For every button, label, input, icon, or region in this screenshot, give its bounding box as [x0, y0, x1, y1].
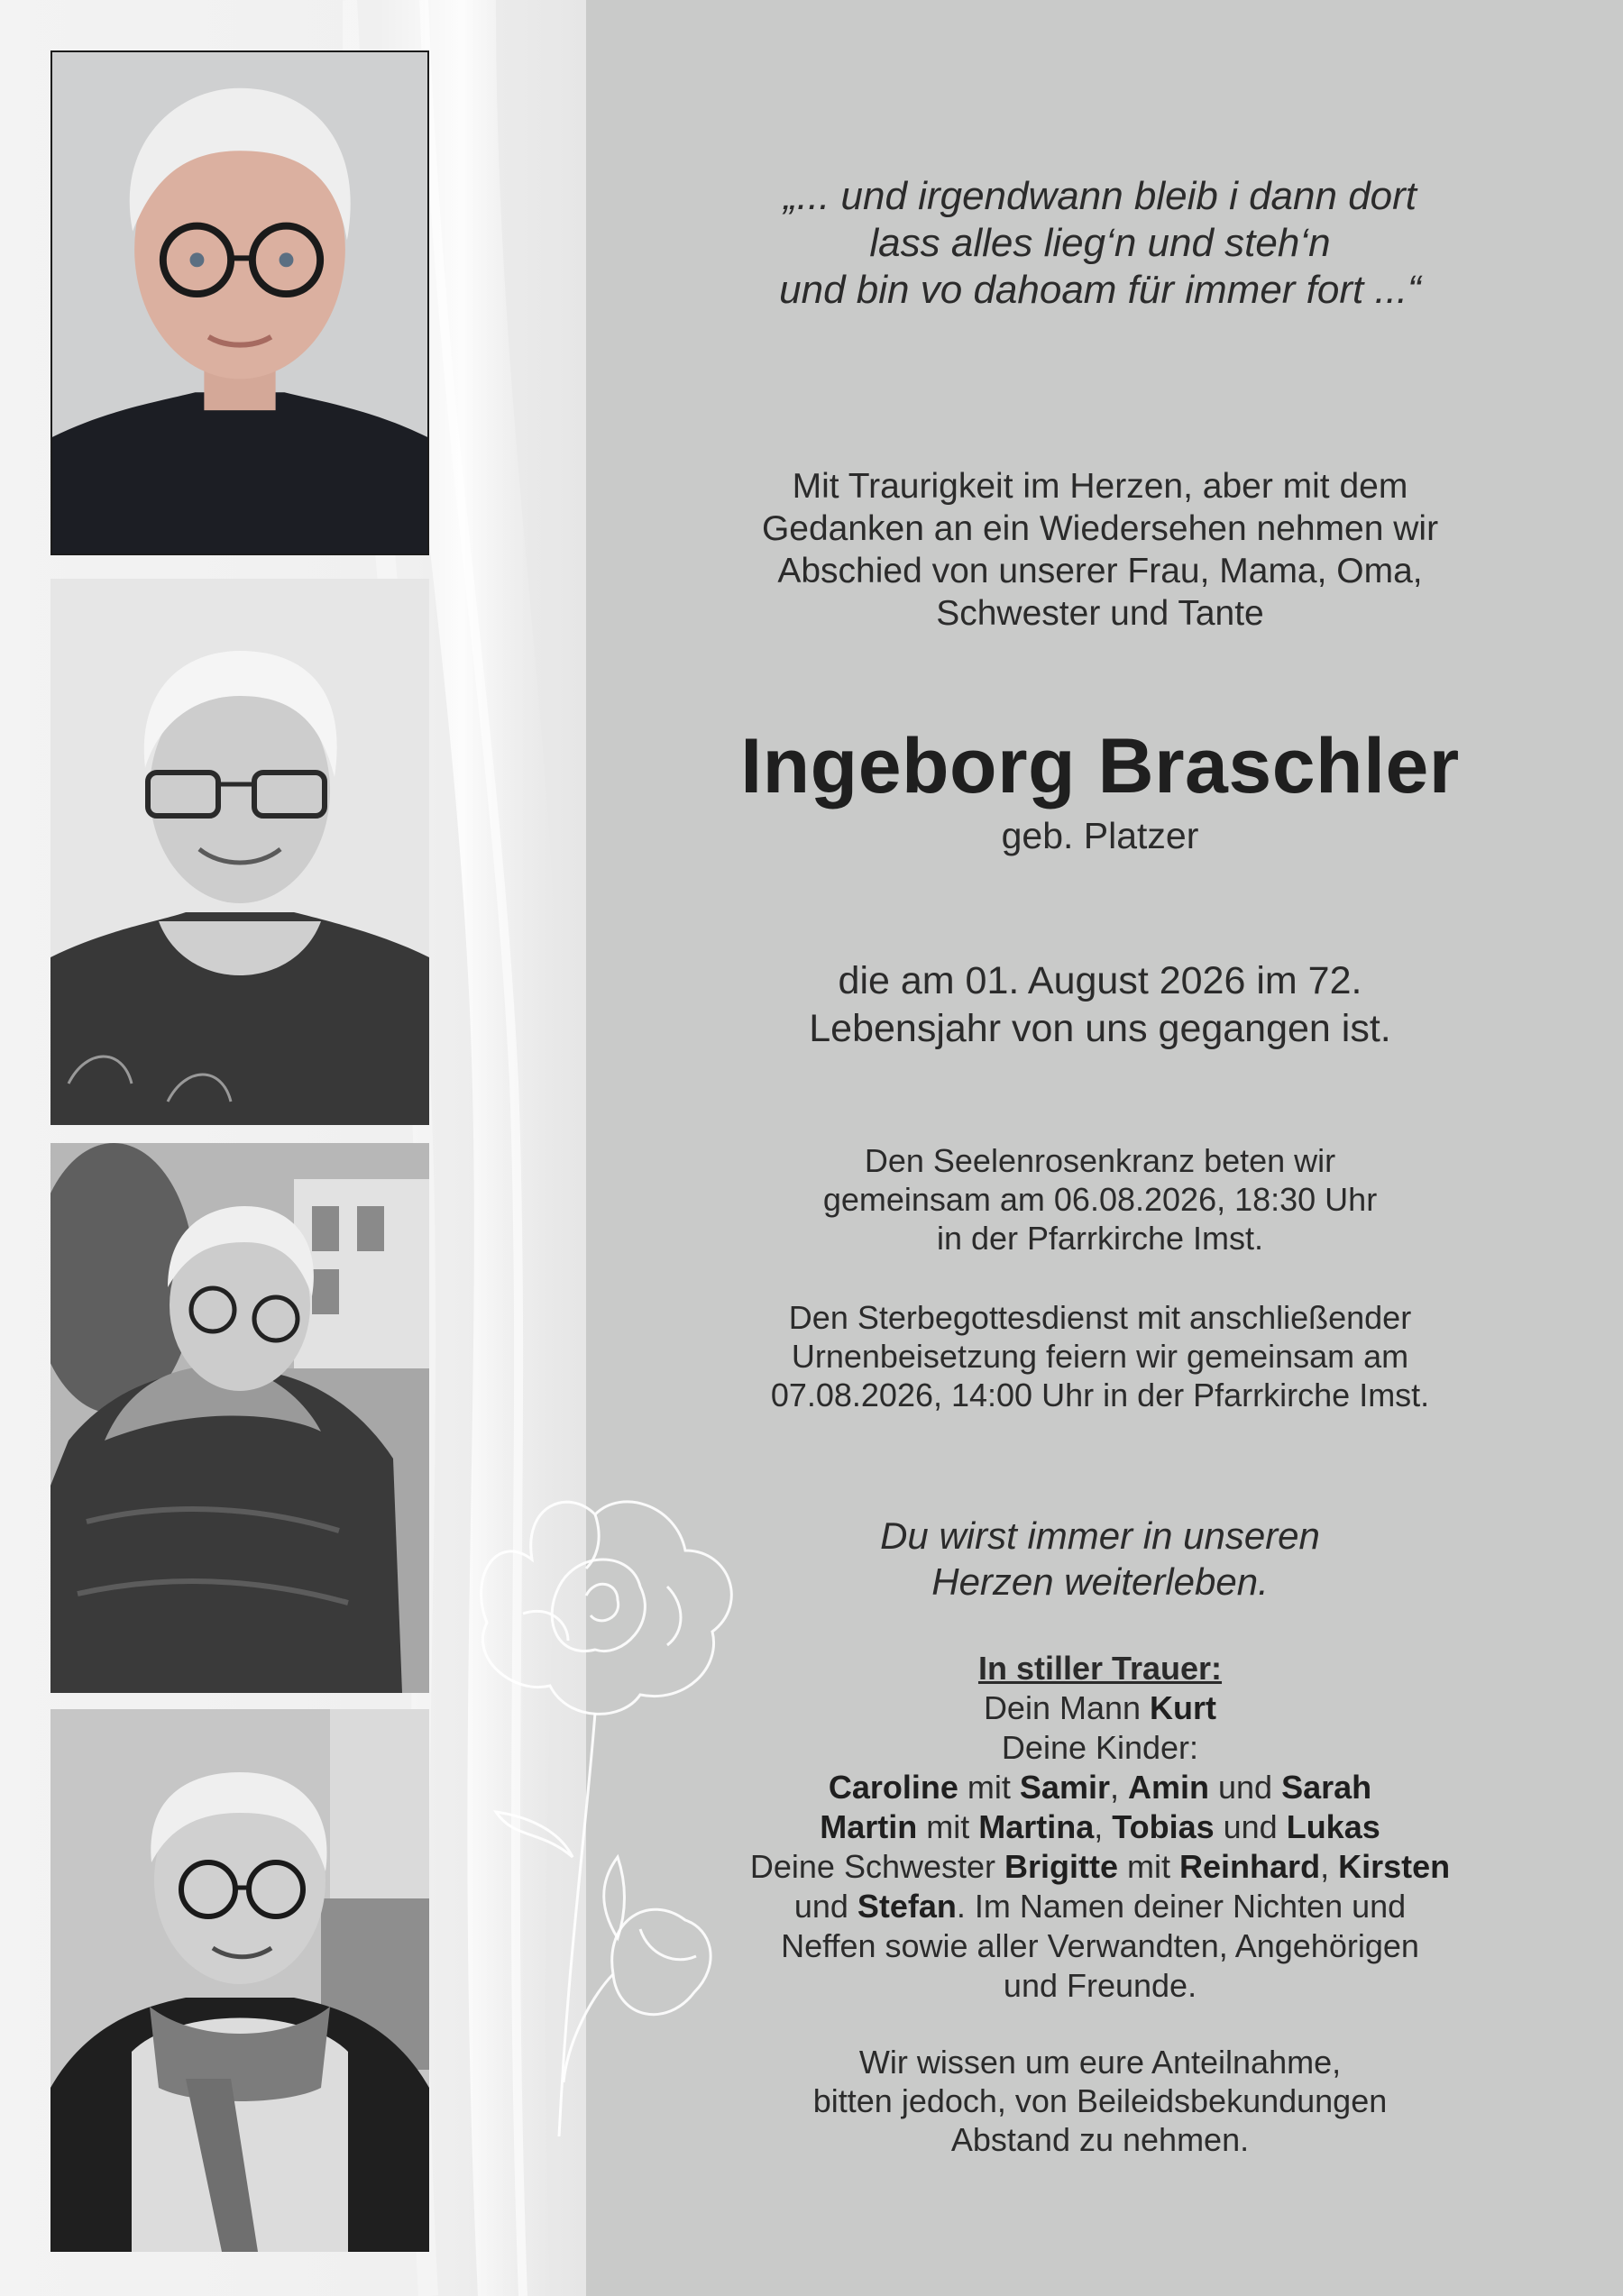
closing-line: Du wirst immer in unseren — [880, 1514, 1320, 1557]
connector: mit — [917, 1808, 979, 1845]
mourners-text-line: und Freunde. — [1003, 1967, 1197, 2004]
husband-name: Kurt — [1150, 1689, 1217, 1726]
mourner-husband — [649, 1688, 1551, 1728]
separator: , — [1109, 1769, 1128, 1806]
children-label: Deine Kinder: — [1001, 1729, 1199, 1766]
death-notice — [649, 957, 1551, 1053]
rosary-line: gemeinsam am 06.08.2026, 18:30 Uhr — [822, 1181, 1378, 1218]
service-line: 07.08.2026, 14:00 Uhr in der Pfarrkirche Imst. — [770, 1377, 1430, 1413]
rosary-info — [649, 1141, 1551, 1258]
connector: mit — [958, 1769, 1020, 1806]
quote-line: „... und irgendwann bleib i dann dort — [783, 174, 1417, 218]
niece-name: Kirsten — [1338, 1848, 1451, 1885]
mourners-text-line: Neffen sowie aller Verwandten, Angehörigen — [781, 1927, 1419, 1964]
sister-prefix: Deine Schwester — [749, 1848, 1005, 1885]
nephew-name: Stefan — [857, 1888, 957, 1925]
mourners-title: In stiller Trauer: — [977, 1650, 1223, 1687]
mourner-sister — [649, 1847, 1551, 1887]
service-line: Den Sterbegottesdienst mit anschließender — [788, 1299, 1412, 1336]
mourner-family-2 — [649, 1807, 1551, 1847]
intro-line: Schwester und Tante — [936, 594, 1264, 633]
funeral-service-info — [649, 1298, 1551, 1414]
grandchild-name: Lukas — [1286, 1808, 1380, 1845]
service-line: Urnenbeisetzung feiern wir gemeinsam am — [791, 1338, 1409, 1375]
portrait-photo-3 — [50, 1143, 429, 1693]
rosary-line: in der Pfarrkirche Imst. — [936, 1220, 1264, 1257]
grandchild-name: Tobias — [1112, 1808, 1215, 1845]
portrait-photo-1 — [50, 50, 429, 555]
connector: und — [1214, 1808, 1287, 1845]
separator: , — [1320, 1848, 1339, 1885]
mourner-family-1 — [649, 1768, 1551, 1807]
closing-phrase — [649, 1513, 1551, 1605]
intro-line: Mit Traurigkeit im Herzen, aber mit dem — [792, 467, 1408, 506]
note-line: Abstand zu nehmen. — [950, 2121, 1250, 2158]
portrait-photo-2 — [50, 579, 429, 1125]
mourners-list — [649, 1649, 1551, 2006]
connector: mit — [1118, 1848, 1180, 1885]
closing-line: Herzen weiterleben. — [931, 1560, 1269, 1603]
condolence-note — [649, 2043, 1551, 2159]
note-line: Wir wissen um eure Anteilnahme, — [858, 2044, 1342, 2081]
birth-name: geb. Platzer — [1001, 815, 1199, 856]
husband-prefix: Dein Mann — [983, 1689, 1151, 1726]
grandchild-name: Amin — [1127, 1769, 1209, 1806]
intro-line: Abschied von unserer Frau, Mama, Oma, — [777, 552, 1423, 590]
intro-line: Gedanken an ein Wiedersehen nehmen wir — [761, 509, 1439, 548]
connector: und — [793, 1888, 857, 1925]
connector: und — [1208, 1769, 1282, 1806]
death-line: Lebensjahr von uns gegangen ist. — [809, 1007, 1391, 1050]
child-name: Martin — [820, 1808, 918, 1845]
partner-name: Reinhard — [1179, 1848, 1321, 1885]
partner-name: Martina — [978, 1808, 1095, 1845]
rosary-line: Den Seelenrosenkranz beten wir — [864, 1142, 1336, 1179]
mourners-text: . Im Namen deiner Nichten und — [956, 1888, 1407, 1925]
deceased-name: Ingeborg Braschler — [740, 723, 1460, 810]
partner-name: Samir — [1019, 1769, 1110, 1806]
portrait-photo-4 — [50, 1709, 429, 2252]
note-line: bitten jedoch, von Beileidsbekundungen — [812, 2082, 1388, 2119]
death-line: die am 01. August 2026 im 72. — [838, 959, 1362, 1002]
separator: , — [1094, 1808, 1113, 1845]
poem-quote — [649, 173, 1551, 314]
quote-line: lass alles lieg‘n und steh‘n — [869, 221, 1331, 265]
intro-paragraph — [649, 465, 1551, 635]
mourner-sister-cont — [649, 1887, 1551, 1926]
grandchild-name: Sarah — [1281, 1769, 1372, 1806]
child-name: Caroline — [828, 1769, 958, 1806]
sister-name: Brigitte — [1004, 1848, 1119, 1885]
quote-line: und bin vo dahoam für immer fort ...“ — [779, 268, 1421, 312]
